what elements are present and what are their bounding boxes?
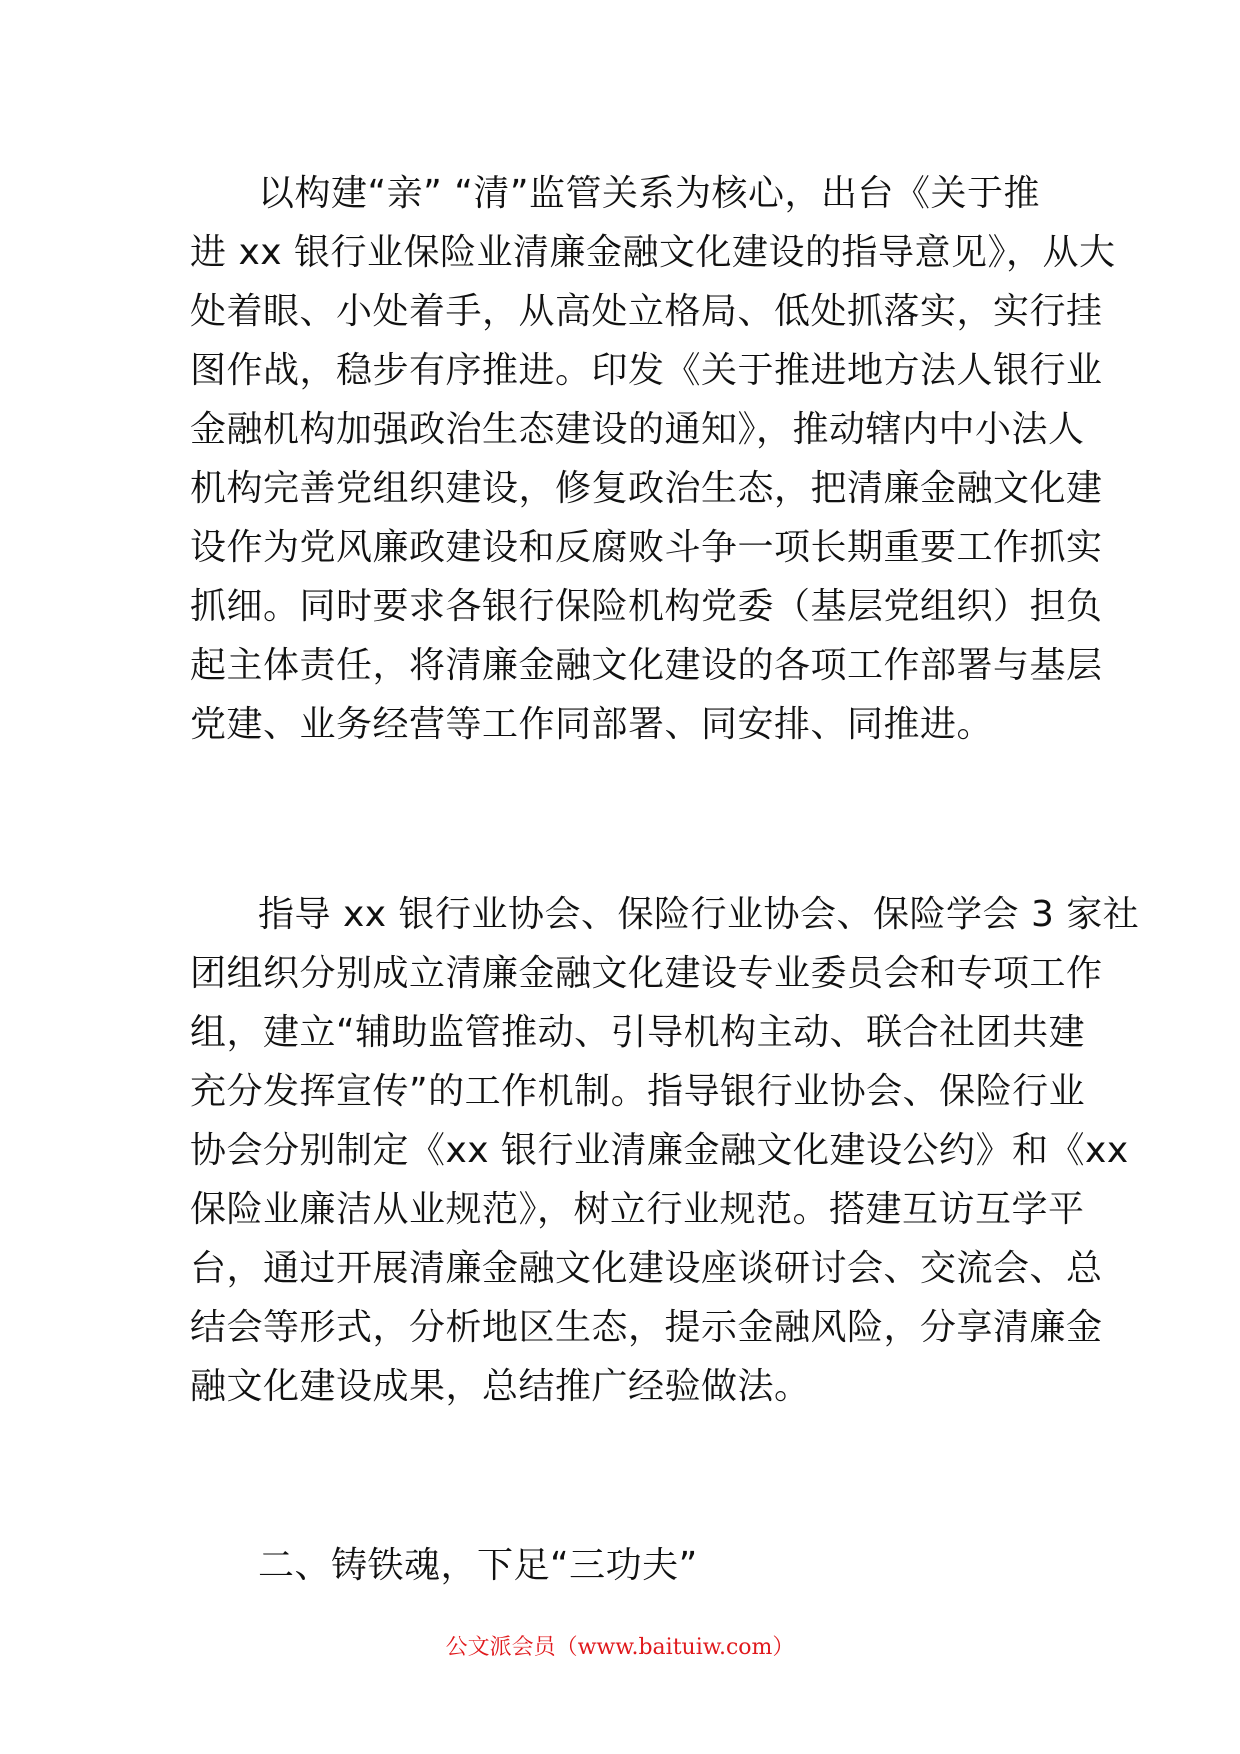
paragraph-line: 组，建立“辅助监管推动、引导机构主动、联合社团共建	[190, 1012, 1086, 1053]
paragraph-line: 设作为党风廉政建设和反腐败斗争一项长期重要工作抓实	[190, 527, 1103, 568]
paragraph-1	[190, 164, 1116, 754]
paragraph-line: 处着眼、小处着手，从高处立格局、低处抓落实，实行挂	[190, 291, 1103, 332]
paragraph-line: 机构完善党组织建设，修复政治生态，把清廉金融文化建	[190, 468, 1103, 509]
paragraph-line: 充分发挥宣传”的工作机制。指导银行业协会、保险行业	[190, 1071, 1086, 1112]
paragraph-line: 结会等形式，分析地区生态，提示金融风险，分享清廉金	[190, 1307, 1103, 1348]
paragraph-line: 图作战，稳步有序推进。印发《关于推进地方法人银行业	[190, 350, 1103, 391]
paragraph-line: 台，通过开展清廉金融文化建设座谈研讨会、交流会、总	[190, 1248, 1103, 1289]
paragraph-line: 指导 xx 银行业协会、保险行业协会、保险学会 3 家社	[258, 894, 1140, 935]
paragraph-line: 党建、业务经营等工作同部署、同安排、同推进。	[190, 704, 994, 745]
paragraph-line: 融文化建设成果，总结推广经验做法。	[190, 1366, 811, 1407]
paragraph-line: 团组织分别成立清廉金融文化建设专业委员会和专项工作	[190, 953, 1103, 994]
section-heading-text: 二、铸铁魂，下足“三功夫”	[258, 1545, 698, 1586]
paragraph-line: 起主体责任，将清廉金融文化建设的各项工作部署与基层	[190, 645, 1103, 686]
section-heading	[190, 1536, 1060, 1595]
paragraph-line: 协会分别制定《xx 银行业清廉金融文化建设公约》和《xx	[190, 1130, 1129, 1171]
paragraph-line: 以构建“亲” “清”监管关系为核心，出台《关于推	[258, 173, 1041, 214]
footer-watermark: 公文派会员（www.baituiw.com）	[445, 1635, 795, 1660]
paragraph-2	[190, 885, 1140, 1416]
paragraph-line: 保险业廉洁从业规范》，树立行业规范。搭建互访互学平	[190, 1189, 1085, 1230]
paragraph-line: 抓细。同时要求各银行保险机构党委（基层党组织）担负	[190, 586, 1103, 627]
paragraph-line: 进 xx 银行业保险业清廉金融文化建设的指导意见》，从大	[190, 232, 1116, 273]
paragraph-line: 金融机构加强政治生态建设的通知》，推动辖内中小法人	[190, 409, 1085, 450]
